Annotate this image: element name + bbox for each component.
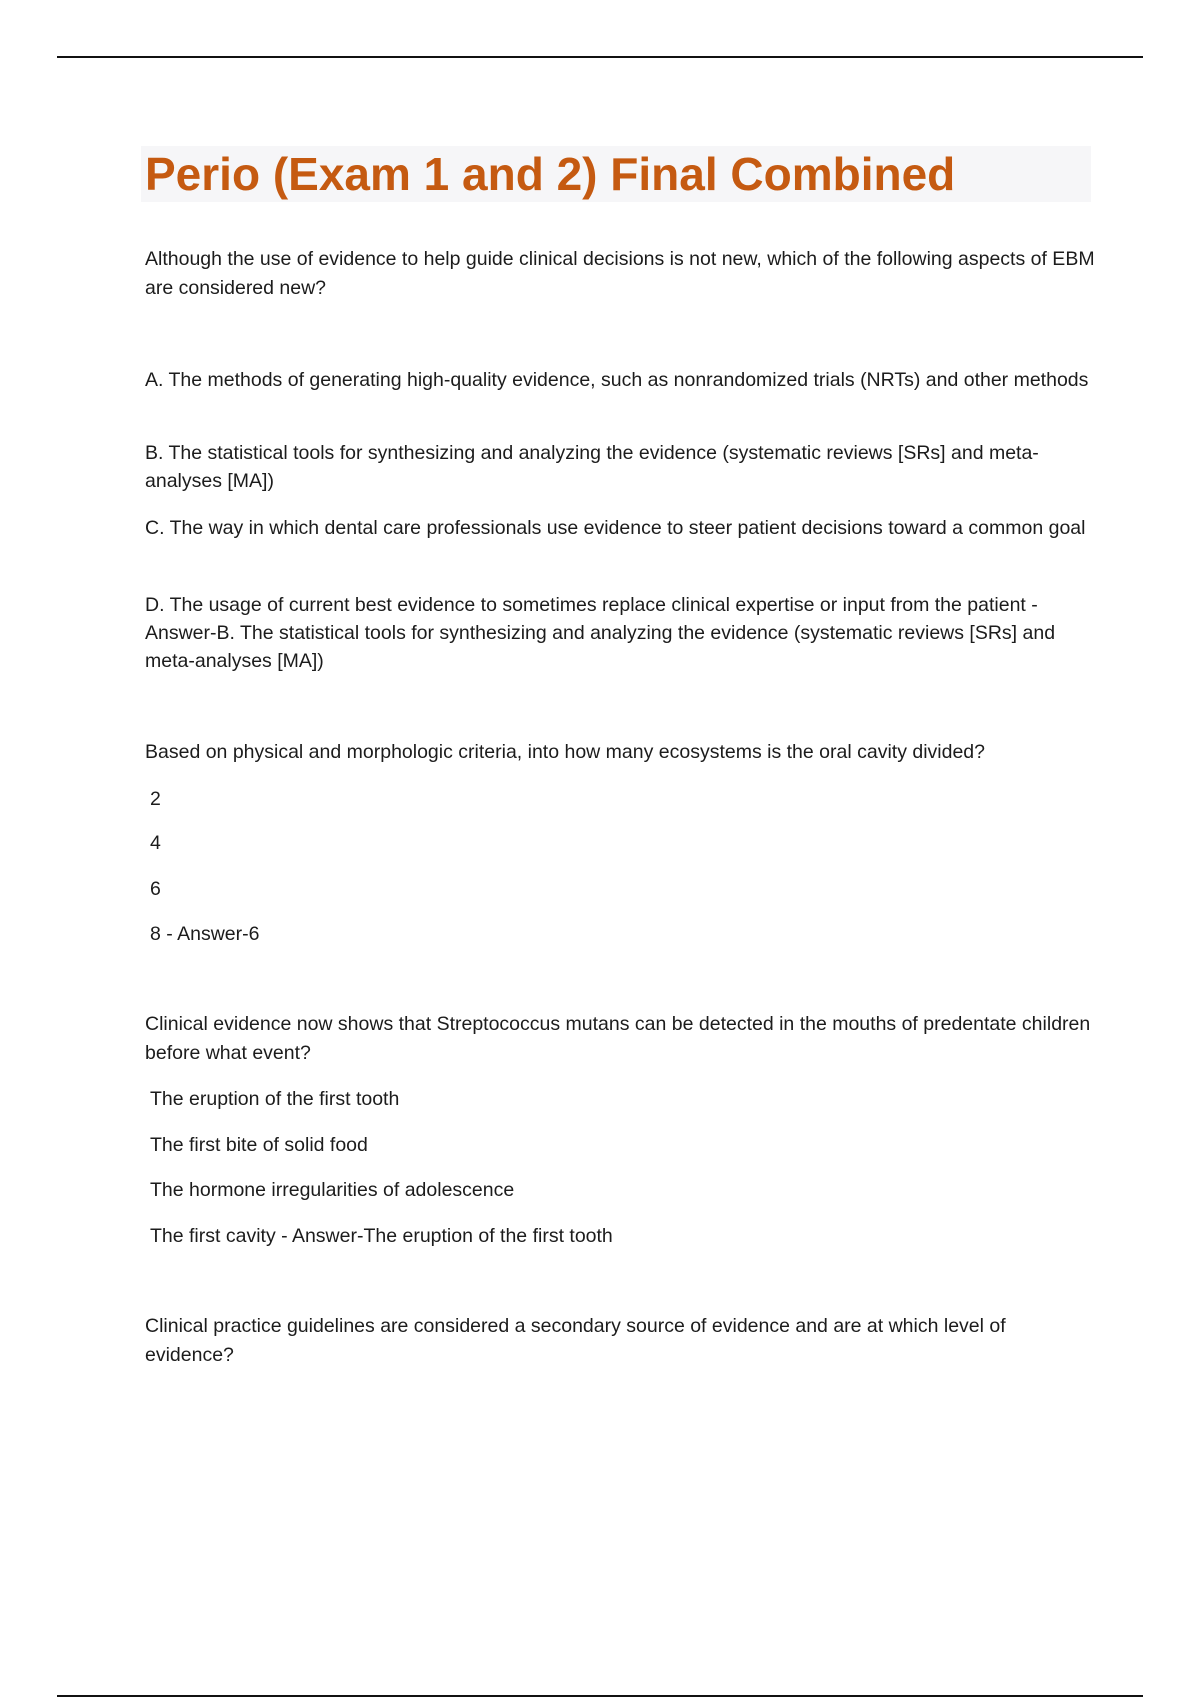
question-1-option-a: A. The methods of generating high-quality evidence, such as nonrandomized trials (NRTs) and other methods (145, 369, 1089, 391)
question-2-option-4: 8 - Answer-6 (150, 923, 260, 945)
answer-option (145, 1222, 1095, 1250)
answer-option (145, 1085, 1095, 1113)
question-3-stem: Clinical evidence now shows that Streptococcus mutans can be detected in the mouths of predentate children before what event? (145, 1013, 1091, 1064)
question-2-stem: Based on physical and morphologic criteria, into how many ecosystems is the oral cavity divided? (145, 741, 985, 763)
answer-option (145, 785, 1095, 813)
answer-option (145, 1131, 1095, 1159)
answer-option (145, 514, 1095, 542)
question-stem (145, 245, 1095, 303)
question-3-option-2: The first bite of solid food (150, 1134, 368, 1156)
question-2-option-3: 6 (150, 878, 161, 900)
question-2-option-2: 4 (150, 832, 161, 854)
answer-option (145, 439, 1095, 495)
question-3-option-4: The first cavity - Answer-The eruption of the first tooth (150, 1225, 613, 1247)
question-1-stem: Although the use of evidence to help guide clinical decisions is not new, which of the following aspects of EBM are considered new? (145, 248, 1095, 299)
answer-option (145, 366, 1095, 394)
question-2-option-1: 2 (150, 788, 161, 810)
footer-rule (57, 1695, 1143, 1697)
question-3-option-3: The hormone irregularities of adolescence (150, 1179, 515, 1201)
question-1-option-b: B. The statistical tools for synthesizing and analyzing the evidence (systematic reviews [SRs] and meta-analyses [MA]) (145, 442, 1039, 492)
question-stem (145, 738, 1095, 767)
question-stem (145, 1010, 1095, 1068)
question-4-stem: Clinical practice guidelines are considered a secondary source of evidence and are at which level of evidence? (145, 1315, 1006, 1366)
header-rule (57, 56, 1143, 58)
answer-option (145, 1176, 1095, 1204)
question-1-option-c: C. The way in which dental care professionals use evidence to steer patient decisions toward a common goal (145, 517, 1086, 539)
answer-option (145, 875, 1095, 903)
answer-option (145, 920, 1095, 948)
question-3-option-1: The eruption of the first tooth (150, 1088, 400, 1110)
question-stem (145, 1312, 1095, 1370)
document-title: Perio (Exam 1 and 2) Final Combined (145, 148, 956, 200)
answer-option (145, 829, 1095, 857)
answer-option (145, 591, 1095, 675)
question-1-option-d: D. The usage of current best evidence to sometimes replace clinical expertise or input from the patient - Answer-B. The statistical tools for synthesizing and analyzing the evidence (systematic reviews [SRs] and meta-analyses [MA]) (145, 594, 1056, 672)
